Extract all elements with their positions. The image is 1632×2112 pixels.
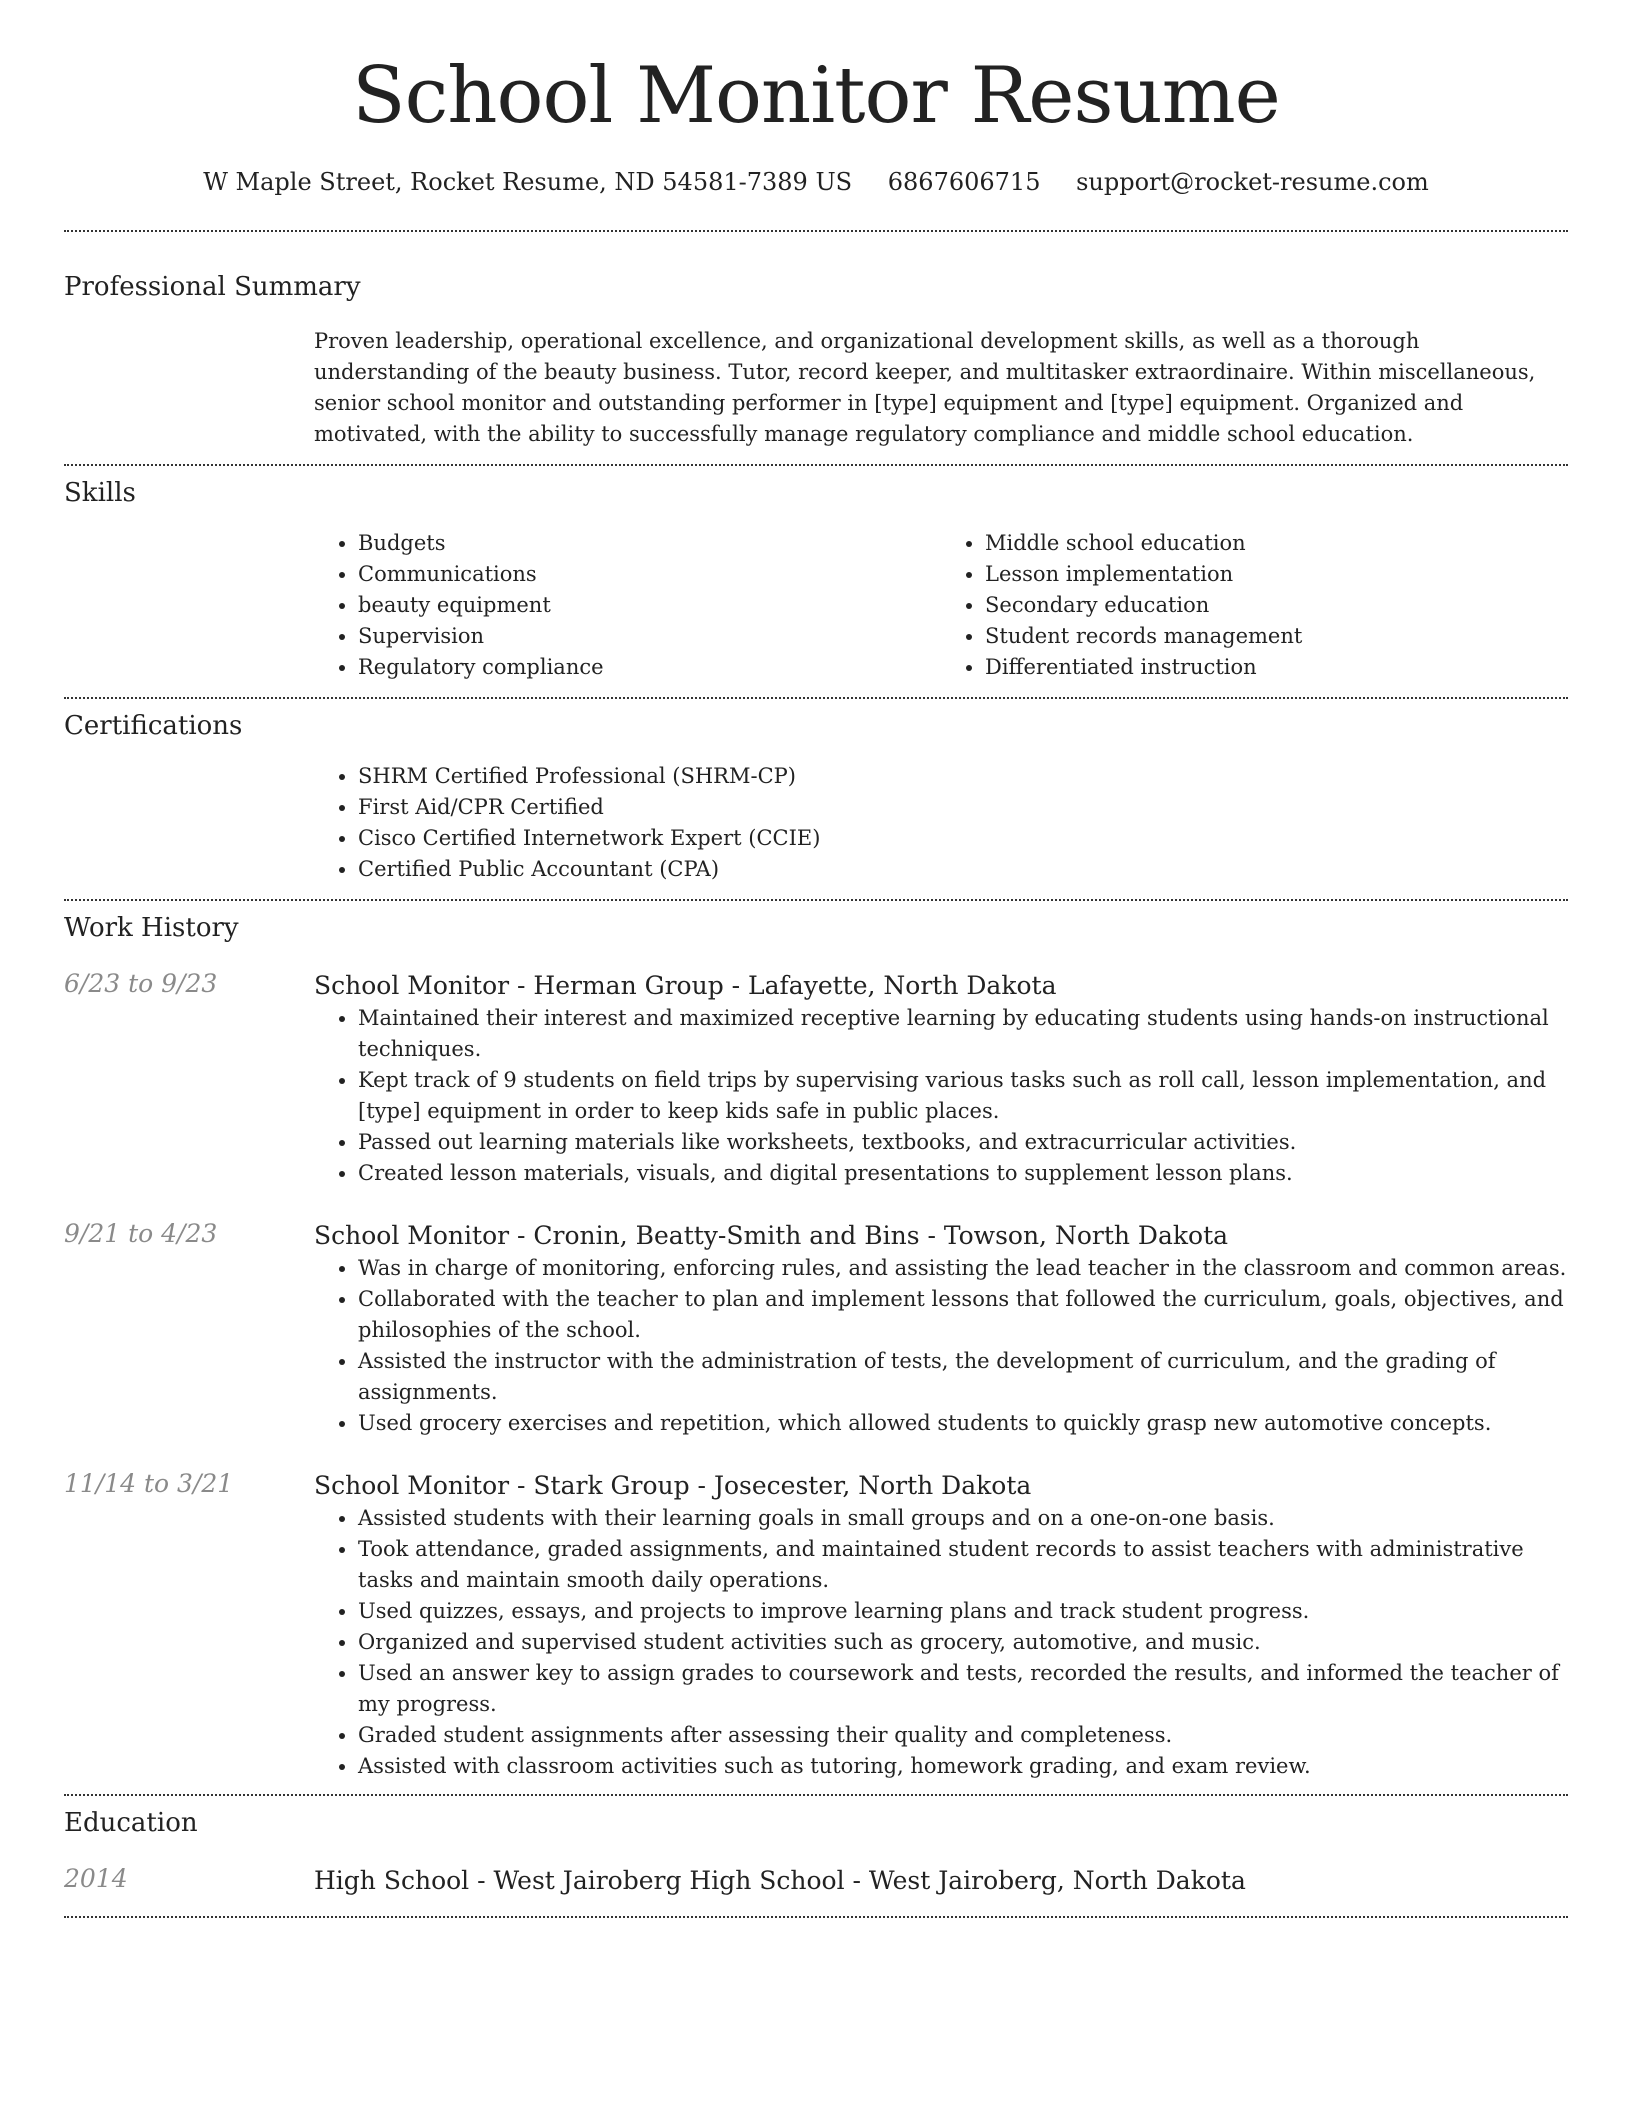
list-item: • Certified Public Accountant (CPA)	[358, 854, 1568, 885]
job-entry	[64, 1219, 1568, 1439]
summary-section	[64, 232, 1568, 464]
list-item: • Supervision	[358, 621, 941, 652]
list-item: • Communications	[358, 559, 941, 590]
education-section	[64, 1796, 1568, 1916]
contact-phone: 6867606715	[887, 167, 1041, 196]
skills-section	[64, 466, 1568, 697]
job-title: School Monitor - Herman Group - Lafayette, North Dakota	[314, 970, 1057, 1000]
list-item: • Maintained their interest and maximized receptive learning by educating students using hands-on instructional techniques.	[358, 1003, 1568, 1065]
summary-heading: Professional Summary	[64, 271, 361, 302]
job-entry	[64, 969, 1568, 1189]
list-item: • Was in charge of monitoring, enforcing rules, and assisting the lead teacher in the classroom and common areas.	[358, 1253, 1568, 1284]
divider	[64, 1916, 1568, 1918]
job-main	[314, 969, 1568, 1189]
job-bullets	[314, 1503, 1568, 1782]
page-title: School Monitor Resume	[352, 51, 1280, 141]
list-item: • beauty equipment	[358, 590, 941, 621]
education-heading: Education	[64, 1807, 198, 1838]
job-bullets	[314, 1253, 1568, 1439]
list-item: • Used grocery exercises and repetition, which allowed students to quickly grasp new automotive concepts.	[358, 1408, 1568, 1439]
certifications-list-wrap	[314, 761, 1568, 899]
job-dates: 11/14 to 3/21	[64, 1468, 234, 1498]
summary-text: Proven leadership, operational excellence, and organizational development skills, as well as a thorough understanding of the beauty business. Tutor, record keeper, and multitasker extraordinaire. Within miscellaneous, senior school monitor and outstanding performer in [type] equipment and [type] equipment. Organized and motivated, with the ability to successfully manage regulatory compliance and middle school education.	[314, 328, 1536, 446]
list-item: • Used an answer key to assign grades to coursework and tests, recorded the results, and informed the teacher of my progress.	[358, 1658, 1568, 1720]
skills-heading: Skills	[64, 477, 136, 508]
list-item: • Took attendance, graded assignments, and maintained student records to assist teachers with administrative tasks and maintain smooth daily operations.	[358, 1534, 1568, 1596]
education-block	[64, 1838, 1568, 1916]
job-bullets	[314, 1003, 1568, 1189]
list-item: • Graded student assignments after assessing their quality and completeness.	[358, 1720, 1568, 1751]
skills-list-right	[941, 528, 1568, 683]
job-main	[314, 1219, 1568, 1439]
list-item: • Organized and supervised student activities such as grocery, automotive, and music.	[358, 1627, 1568, 1658]
list-item: • Assisted the instructor with the administration of tests, the development of curriculum, and the grading of assignments.	[358, 1346, 1568, 1408]
list-item: • Used quizzes, essays, and projects to improve learning plans and track student progress.	[358, 1596, 1568, 1627]
education-title: High School - West Jairoberg High School - West Jairoberg, North Dakota	[314, 1865, 1246, 1895]
skills-list-left	[314, 528, 941, 683]
skills-columns	[314, 528, 1568, 697]
education-main	[314, 1864, 1568, 1898]
job-dates: 9/21 to 4/23	[64, 1218, 218, 1248]
job-main	[314, 1469, 1568, 1782]
job-entry	[64, 1469, 1568, 1782]
list-item: • SHRM Certified Professional (SHRM-CP)	[358, 761, 1568, 792]
list-item: • Middle school education	[985, 528, 1568, 559]
list-item: • Secondary education	[985, 590, 1568, 621]
work-section	[64, 901, 1568, 1794]
certifications-section	[64, 699, 1568, 899]
list-item: • Budgets	[358, 528, 941, 559]
job-dates: 6/23 to 9/23	[64, 968, 218, 998]
list-item: • Lesson implementation	[985, 559, 1568, 590]
certifications-heading: Certifications	[64, 710, 243, 741]
certifications-list	[314, 761, 1568, 885]
job-title: School Monitor - Cronin, Beatty-Smith and Bins - Towson, North Dakota	[314, 1220, 1229, 1250]
list-item: • Assisted with classroom activities such as tutoring, homework grading, and exam review.	[358, 1751, 1568, 1782]
list-item: • Kept track of 9 students on field trips by supervising various tasks such as roll call, lesson implementation, and [type] equipment in order to keep kids safe in public places.	[358, 1065, 1568, 1127]
contact-email: support@rocket-resume.com	[1076, 167, 1429, 196]
work-heading: Work History	[64, 912, 239, 943]
list-item: • Differentiated instruction	[985, 652, 1568, 683]
list-item: • Assisted students with their learning goals in small groups and on a one-on-one basis.	[358, 1503, 1568, 1534]
jobs-block	[64, 943, 1568, 1794]
list-item: • Regulatory compliance	[358, 652, 941, 683]
list-item: • First Aid/CPR Certified	[358, 792, 1568, 823]
job-title: School Monitor - Stark Group - Josecester, North Dakota	[314, 1470, 1032, 1500]
list-item: • Collaborated with the teacher to plan and implement lessons that followed the curriculum, goals, objectives, and philosophies of the school.	[358, 1284, 1568, 1346]
list-item: • Cisco Certified Internetwork Expert (CCIE)	[358, 823, 1568, 854]
contact-line	[64, 168, 1568, 196]
education-entry	[64, 1864, 1568, 1898]
contact-address: W Maple Street, Rocket Resume, ND 54581-7389 US	[203, 167, 853, 196]
list-item: • Passed out learning materials like worksheets, textbooks, and extracurricular activities.	[358, 1127, 1568, 1158]
list-item: • Student records management	[985, 621, 1568, 652]
education-year: 2014	[64, 1863, 128, 1893]
list-item: • Created lesson materials, visuals, and digital presentations to supplement lesson plans.	[358, 1158, 1568, 1189]
